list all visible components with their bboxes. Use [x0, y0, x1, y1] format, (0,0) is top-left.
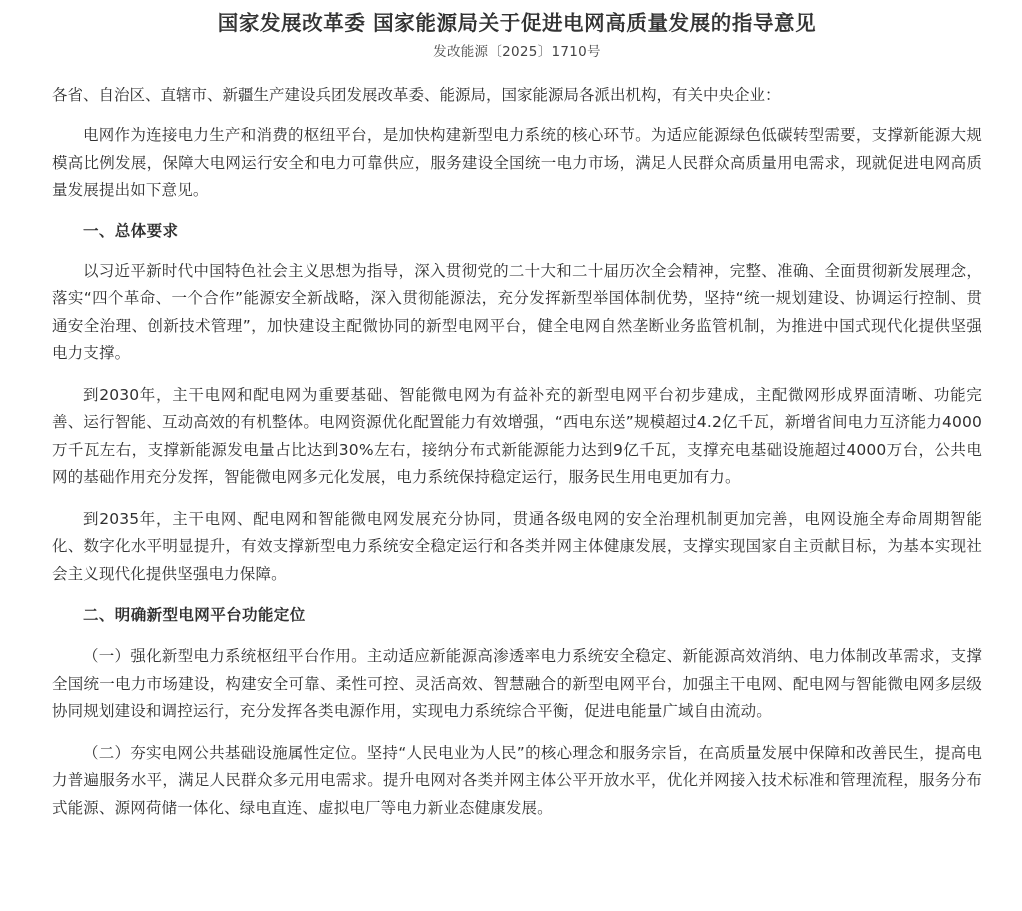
document-title: 国家发展改革委 国家能源局关于促进电网高质量发展的指导意见: [217, 11, 817, 35]
goals-2035-paragraph: 到2035年，主干电网、配电网和智能微电网发展充分协同，贯通各级电网的安全治理机制更加完善，电网设施全寿命周期智能化、数字化水平明显提升，有效支撑新型电力系统安全稳定运行和各类并网主体健康发展，支撑实现国家自主贡献目标，为基本实现社会主义现代化提供坚强电力保障。: [52, 509, 982, 583]
addressee: 各省、自治区、直辖市、新疆生产建设兵团发展改革委、能源局，国家能源局各派出机构，有关中央企业：: [52, 86, 781, 104]
intro-paragraph: 电网作为连接电力生产和消费的枢纽平台，是加快构建新型电力系统的核心环节。为适应能源绿色低碳转型需要，支撑新能源大规模高比例发展，保障大电网运行安全和电力可靠供应，服务建设全国统一电力市场，满足人民群众高质量用电需求，现就促进电网高质量发展提出如下意见。: [52, 126, 982, 199]
section-heading-general-requirements: 一、总体要求: [83, 221, 179, 240]
guiding-principle-paragraph: 以习近平新时代中国特色社会主义思想为指导，深入贯彻党的二十大和二十届历次全会精神，完整、准确、全面贯彻新发展理念，落实“四个革命、一个合作”能源安全新战略，深入贯彻能源法，充分发挥新型举国体制优势，坚持“统一规划建设、协调运行控制、贯通安全治理、创新技术管理”，加快建设主配微协同的新型电网平台，健全电网自然垄断业务监管机制，为推进中国式现代化提供坚强电力支撑。: [52, 261, 982, 362]
goals-2030-paragraph: 到2030年，主干电网和配电网为重要基础、智能微电网为有益补充的新型电网平台初步建成，主配微网形成界面清晰、功能完善、运行智能、互动高效的有机整体。电网资源优化配置能力有效增强，“西电东送”规模超过4.2亿千瓦，新增省间电力互济能力4000万千瓦左右，支撑新能源发电量占比达到30%左右，接纳分布式新能源能力达到9亿千瓦，支撑充电基础设施超过4000万台，公共电网的基础作用充分发挥，智能微电网多元化发展，电力系统保持稳定运行，服务民生用电更加有力。: [52, 385, 982, 486]
item-hub-platform: （一）强化新型电力系统枢纽平台作用。主动适应新能源高渗透率电力系统安全稳定、新能源高效消纳、电力体制改革需求，支撑全国统一电力市场建设，构建安全可靠、柔性可控、灵活高效、智慧融合的新型电网平台，加强主干电网、配电网与智能微电网多层级协同规划建设和调控运行，充分发挥各类电源作用，实现电力系统综合平衡，促进电能量广域自由流动。: [52, 647, 982, 720]
item-public-infrastructure: （二）夯实电网公共基础设施属性定位。坚持“人民电业为人民”的核心理念和服务宗旨，在高质量发展中保障和改善民生，提高电力普遍服务水平，满足人民群众多元用电需求。提升电网对各类并网主体公平开放水平，优化并网接入技术标准和管理流程，服务分布式能源、源网荷储一体化、绿电直连、虚拟电厂等电力新业态健康发展。: [52, 743, 982, 817]
section-heading-platform-positioning: 二、明确新型电网平台功能定位: [83, 606, 306, 624]
document-number: 发改能源〔2025〕1710号: [433, 44, 601, 60]
